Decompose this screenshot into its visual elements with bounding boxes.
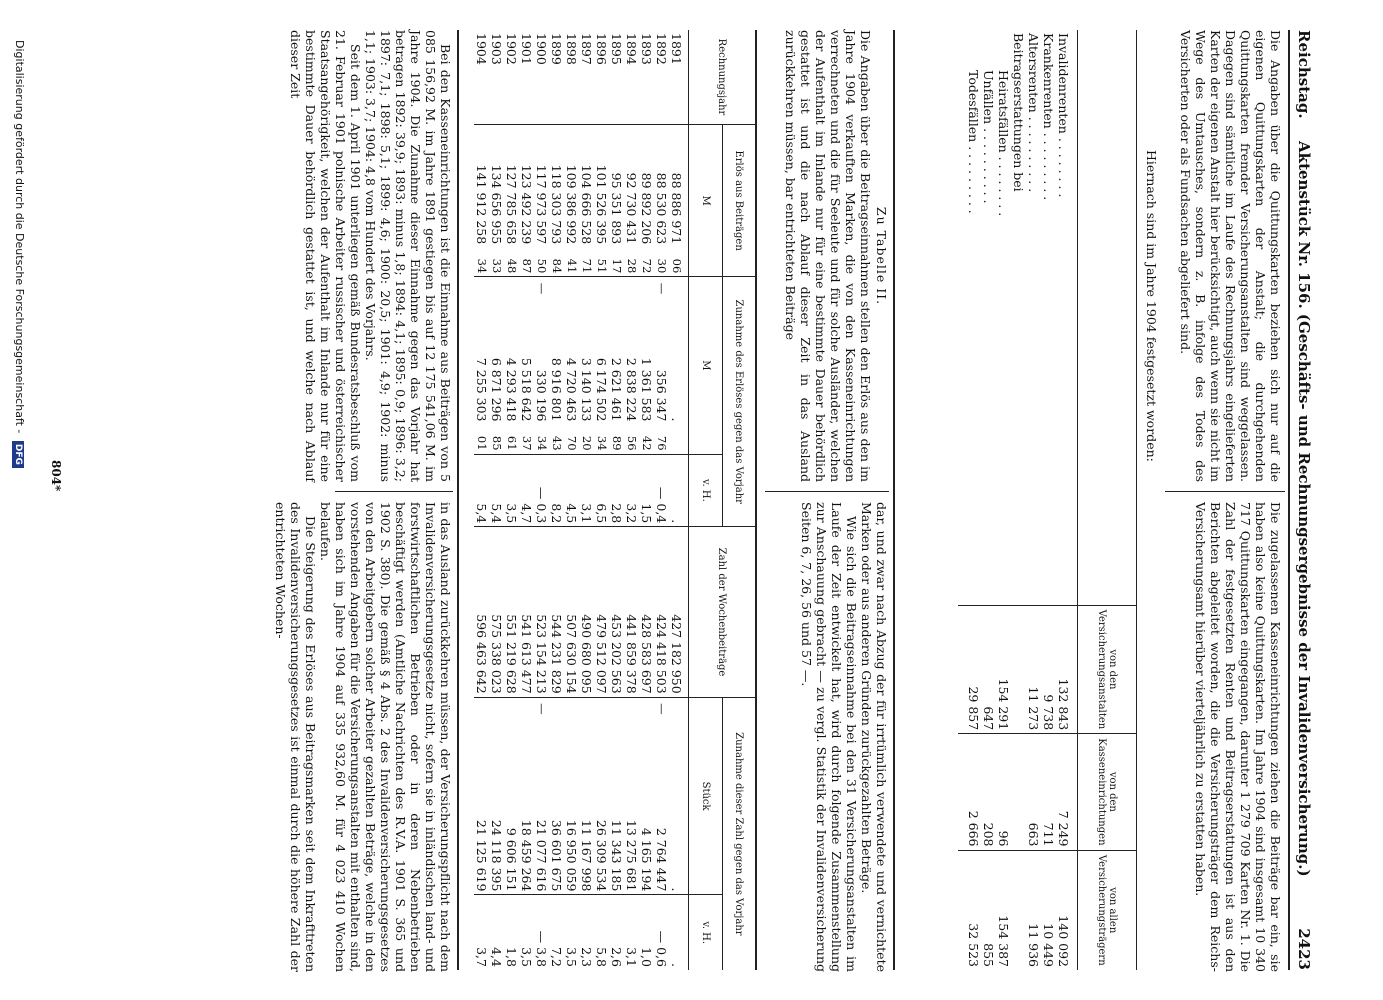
table2-cell-wz-pct: 2,6	[609, 895, 624, 970]
table2-cell-e-pf: 34	[475, 258, 489, 274]
table1-cell: 154 291	[996, 605, 1011, 734]
table2-row	[489, 30, 504, 970]
table1-row	[958, 30, 981, 970]
table2-cell-z-m: 330 196	[534, 369, 549, 422]
table2-cell-z-m: 356 347	[654, 369, 669, 422]
table2-cell-year: 1892	[654, 33, 669, 65]
table2-cell-wz-sign	[489, 697, 504, 717]
table2-cell-w: 544 231 829	[549, 527, 564, 697]
table2-cell-z-m: 1 361 583	[639, 357, 654, 422]
table2-cell-e-pf: 17	[610, 258, 624, 274]
table2-cell-wz-sign	[504, 697, 519, 717]
table2-cell-e-m: 92 730 431	[624, 124, 639, 247]
table2-cell-z-pf: 01	[475, 435, 489, 451]
table2-cell-w: 479 512 097	[594, 527, 609, 697]
table2-cell-year: 1904	[474, 33, 489, 65]
table2-cell-z-m: 5 518 642	[519, 357, 534, 422]
table2-cell-wz-pct: — 3,8	[534, 895, 549, 970]
table2-bottom-rule	[457, 30, 459, 970]
table2-cell-wz: 2 764 447	[654, 827, 669, 892]
table-beitragseinnahmen	[474, 30, 755, 970]
table2-cell-e-pf: 06	[670, 258, 684, 274]
table1-row	[996, 30, 1011, 970]
table2-unit-pct: v. H.	[689, 454, 723, 527]
table1-bottom-rule	[893, 30, 895, 970]
table2-cell-z-m: 4 720 463	[564, 357, 579, 422]
table2-row	[564, 30, 579, 970]
table2-cell-wz-sign	[474, 697, 489, 717]
table1-cell: 32 523	[958, 850, 981, 970]
table1-cell	[1011, 734, 1026, 850]
table2-cell-wz-pct: 3,5	[564, 895, 579, 970]
table2-cell-z-pct: — 0,4	[654, 454, 669, 527]
table2-cell-wz: 21 125 619	[474, 819, 489, 892]
table2-header-year: Rechnungsjahr	[689, 30, 756, 124]
bottom-left-p1: Bei den Kasseneinrichtungen ist die Einnahme aus Beiträgen von 5 085 156,92 M. im Jahre 1891 gestiegen bis auf 12 175 541,06 M. im Jahre 1904. Die Zunahme dieser Einnahme gegen das Vorjahr hat betragen 1892: 39,9; 1893: minus 1,8; 1894: 4,1; 1895: 0,9; 1896: 3,2; 1897: 7,1; 1898: 5,1; 1899: 4,6; 1900: 20,5; 1901: 4,9; 1902: minus 1,1; 1903: 3,7; 1904: 4,8 vom Hundert des Vorjahrs.	[363, 30, 453, 482]
table2-unit-mark: M	[689, 277, 723, 454]
table2-cell-z-sign	[624, 277, 639, 297]
table2-cell-w: 551 219 628	[504, 527, 519, 697]
table2-cell-wz-pct: 3,5	[519, 895, 534, 970]
table2-cell-z-pf: 34	[535, 435, 549, 451]
table2-cell-z-m: 2 621 461	[609, 357, 624, 422]
table1-cell: 96	[996, 734, 1011, 850]
table2-cell-e-pf: 51	[595, 258, 609, 274]
table1-header-kassen: von den Kasseneinrichtungen	[1078, 734, 1137, 850]
table2-cell-wz-pct: 1,0	[639, 895, 654, 970]
table2-row	[549, 30, 564, 970]
table2-cell-w: 575 338 023	[489, 527, 504, 697]
table2-cell-z-sign	[474, 277, 489, 297]
table2-cell-wz-sign	[564, 697, 579, 717]
dfg-logo	[12, 441, 24, 468]
table2-cell-wz-sign: —	[534, 697, 549, 717]
table2-cell-e-pf: 48	[505, 258, 519, 274]
table2-cell-z-sign	[549, 277, 564, 297]
table1-row	[1056, 30, 1078, 970]
table2-cell-w: 541 613 477	[519, 527, 534, 697]
table1-label: Invalidenrenten	[1056, 33, 1071, 134]
table2-cell-e-pf: 30	[655, 258, 669, 274]
table2-cell-year: 1901	[519, 33, 534, 65]
table2-cell-wz-sign	[549, 697, 564, 717]
table1-label: Beitragserstattungen bei	[1011, 33, 1026, 192]
table2-cell-z-pf: 42	[640, 435, 654, 451]
table2-cell-z-sign	[489, 277, 504, 297]
table2-cell-year: 1894	[624, 33, 639, 65]
table2-cell-z-pct: 3,1	[579, 454, 594, 527]
table2-cell-e-m: 104 666 528	[579, 124, 594, 247]
table2-cell-e-m: 109 386 992	[564, 124, 579, 247]
table2-cell-e-m: 123 492 239	[519, 124, 534, 247]
table2-cell-wz-pct: — 0,6	[654, 895, 669, 970]
table1-row	[1041, 30, 1056, 970]
table2-cell-e-pf: 33	[490, 258, 504, 274]
table2-cell-wz-sign	[624, 697, 639, 717]
table2-cell-wz-pct: 3,7	[474, 895, 489, 970]
table1-dots: . . . . . . . .	[1056, 133, 1071, 198]
table2-row	[594, 30, 609, 970]
table2-cell-z-pct: .	[669, 454, 689, 527]
intro-left-paragraph: Die Angaben über die Quittungskarten beziehen sich nur auf die eigenen Quittungskarten der Anstalt; die durchgehenden Quittungskarten fremder Versicherungsanstalten sind weggelassen. Dagegen sind sämtliche im Laufe des Rechnungsjahrs eingelieferten Karten der eigenen Anstalt hier berücksichtigt, auch wenn sie nicht im Wege des Umtausches, sondern z. B. infolge des Todes des Versicherten oder als Fundsachen abgeliefert sind.	[1178, 30, 1283, 482]
table2-cell-z-pf: 37	[520, 435, 534, 451]
table2-cell-e-m: 89 892 206	[639, 124, 654, 247]
column-divider	[335, 491, 453, 492]
table2-cell-wz-pct: 5,8	[594, 895, 609, 970]
table1-cell: 208	[981, 734, 996, 850]
table1-dots: . . . . . . . . .	[966, 142, 981, 214]
table2-unit-mark: M	[689, 124, 723, 276]
table1-cell: 663	[1026, 734, 1041, 850]
table2-cell-z-m: 6 174 502	[594, 357, 609, 422]
table1-top-rule	[1136, 30, 1137, 970]
table2-cell-wz-pct: 2,3	[579, 895, 594, 970]
table2-cell-wz-sign	[639, 697, 654, 717]
bottom-right-p1: in das Ausland zurückkehren müssen, der Versicherungspflicht nach dem Invalidenversicherungsgesetze nicht, sofern sie in inländischen land- und forstwirtschaftlichen Betrieben oder in deren Nebenbetrieben beschäftigt werden (Amtliche Nachrichten des R.V.A. 1901 S. 365 und 1902 S. 380). Die gemäß § 4 Abs. 2 des Invalidenversicherungsgesetzes von den Arbeitgebern solcher Arbeiter gezahlten Beträge, welche in den vorstehenden Angaben für die Versicherungsanstalten mit enthalten sind, haben sich im Jahre 1904 auf 335 932,60 M. für 4 023 410 Wochen belaufen.	[318, 502, 453, 972]
table1-cell: 11 936	[1026, 850, 1041, 970]
column-divider	[1165, 491, 1285, 492]
table2-cell-wz: 11 343 185	[609, 819, 624, 892]
table2-cell-z-pct: 4,5	[564, 454, 579, 527]
table2-cell-year: 1895	[609, 33, 624, 65]
table2-cell-z-m: 6 871 296	[489, 357, 504, 422]
table2-cell-wz-sign	[669, 697, 689, 717]
table2-cell-z-pct: 5,4	[489, 454, 504, 527]
table2-body	[474, 30, 689, 970]
page-number: 2423	[1295, 928, 1313, 970]
table2-cell-year: 1900	[534, 33, 549, 65]
column-divider	[765, 491, 889, 492]
table2-cell-w: 490 680 095	[579, 527, 594, 697]
table2-row	[609, 30, 624, 970]
table1-cell: 2 666	[958, 734, 981, 850]
table2-cell-z-sign: —	[534, 277, 549, 297]
table2-cell-year: 1902	[504, 33, 519, 65]
table1-dots: . . . . . . . .	[996, 152, 1011, 217]
table2-cell-z-m: .	[669, 417, 684, 422]
table1-cell: 9 738	[1041, 605, 1056, 734]
table2-cell-wz: .	[669, 887, 684, 892]
table-festgesetzt	[958, 30, 1136, 970]
bottom-left-column	[288, 30, 453, 482]
table2-cell-year: 1896	[594, 33, 609, 65]
table2-cell-wz-sign	[594, 697, 609, 717]
table1-label: Altersrenten	[1026, 33, 1041, 113]
table1-cell: 711	[1041, 734, 1056, 850]
table1-header-row	[1078, 30, 1137, 970]
table1-dots: . . . . . . . . . .	[1026, 112, 1041, 193]
table2-cell-year: 1891	[669, 33, 684, 65]
table2-cell-year: 1898	[564, 33, 579, 65]
table2-cell-wz-sign	[609, 697, 624, 717]
table2-row	[654, 30, 669, 970]
table2-row	[504, 30, 519, 970]
table2-cell-wz-pct: 1,8	[504, 895, 519, 970]
table2-row	[639, 30, 654, 970]
tabelle2-right-p1: dar, und zwar nach Abzug der für irrtümlich verwendete und vernichtete Marken oder aus anderen Gründen zurückgezahlten Beträge.	[859, 502, 889, 972]
table2-cell-wz-pct: 4,4	[489, 895, 504, 970]
intro-right-paragraph: Die zugelassenen Kasseneinrichtungen ziehen die Beiträge bar ein, sie haben also keine Quittungskarten. Im Jahre 1904 sind insgesamt 10 340 717 Quittungskarten eingegangen, darunter 1 279 709 Karten Nr. 1. Die Zahl der festgesetzten Renten und Beitragserstattungen ist aus den Berichten abgeleitet worden, die die Versicherungsträger dem Reichs-Versicherungsamt hierüber vierteljährlich zu erstatten haben.	[1193, 502, 1283, 972]
bottom-left-p2: Seit dem 1. April 1901 unterliegen gemäß Bundesratsbeschluß vom 21. Februar 1901 polnische Arbeiter russischer und österreichischer Staatsangehörigkeit, welchen der Aufenthalt im Inlande nur für eine bestimmte Dauer behördlich gestattet ist, und welche nach Ablauf dieser Zeit	[288, 30, 363, 482]
table2-cell-z-pct: 2,8	[609, 454, 624, 527]
table2-cell-wz: 18 459 264	[519, 819, 534, 892]
table2-cell-wz: 26 309 534	[594, 819, 609, 892]
table2-row	[669, 30, 689, 970]
table2-cell-wz-pct: 3,1	[624, 895, 639, 970]
table2-cell-w: 428 583 697	[639, 527, 654, 697]
table2-cell-wz: 24 118 395	[489, 819, 504, 892]
table2-cell-z-pf: 85	[490, 435, 504, 451]
table2-cell-z-pct: — 0,3	[534, 454, 549, 527]
table2-header-increase: Zunahme des Erlöses gegen das Vorjahr	[722, 277, 755, 527]
table2-cell-z-pct: 1,5	[639, 454, 654, 527]
table2-cell-z-sign	[594, 277, 609, 297]
table2-row	[519, 30, 534, 970]
table1-header-label	[1078, 30, 1137, 605]
digitization-note	[12, 40, 27, 468]
table2-cell-z-pct: 3,5	[504, 454, 519, 527]
table1-label: Heiratsfällen	[996, 70, 1011, 153]
table1-cell: 29 857	[958, 605, 981, 734]
tabelle2-right-column	[799, 502, 889, 972]
digitization-text: Digitalisierung gefördert durch die Deutsche Forschungsgemeinschaft -	[13, 40, 26, 434]
table2-cell-w: 441 859 378	[624, 527, 639, 697]
header-left: Reichstag.	[1295, 30, 1313, 119]
table2-cell-z-m: 7 255 303	[474, 357, 489, 422]
dfg-logo-text: DFG	[13, 443, 23, 465]
tabelle2-right-p2: Wie sich die Beitragseinnahme bei den 31 Versicherungsanstalten im Laufe der Zeit entwickelt hat, wird durch folgende Zusammenstellung zur Anschauung gebracht — zu vergl. Statistik der Invalidenversicherung Seiten 6, 7, 26, 56 und 57 —.	[799, 502, 859, 972]
table2-cell-year: 1899	[549, 33, 564, 65]
table2-cell-wz: 11 167 998	[579, 819, 594, 892]
table2-header-count-increase: Zunahme dieser Zahl gegen das Vorjahr	[722, 697, 755, 970]
table2-cell-w: 424 418 503	[654, 527, 669, 697]
table2-cell-w: 453 202 563	[609, 527, 624, 697]
table1-cell: 10 449	[1041, 850, 1056, 970]
table2-cell-e-pf: 50	[535, 258, 549, 274]
table2-cell-wz: 21 077 616	[534, 819, 549, 892]
table2-top-rule	[755, 30, 757, 970]
header-rule	[1288, 30, 1290, 970]
table2-cell-z-pf: 70	[565, 435, 579, 451]
table1-cell	[1011, 850, 1026, 970]
table2-cell-e-pf: 87	[520, 258, 534, 274]
table2-cell-wz-sign: —	[654, 697, 669, 717]
table2-cell-z-pf: 89	[610, 435, 624, 451]
table1-cell	[1011, 605, 1026, 734]
table2-cell-z-sign	[669, 277, 689, 297]
table2-cell-z-pf: 43	[550, 435, 564, 451]
table2-cell-z-sign	[639, 277, 654, 297]
table2-cell-z-pct: 4,7	[519, 454, 534, 527]
table2-cell-w: 523 154 213	[534, 527, 549, 697]
table2-cell-z-pf: 34	[595, 435, 609, 451]
table2-cell-e-pf: 84	[550, 258, 564, 274]
table2-cell-z-pf: 76	[655, 435, 669, 451]
table2-cell-year: 1893	[639, 33, 654, 65]
table2-cell-w: 427 182 950	[669, 527, 689, 697]
table2-unit-row	[689, 30, 723, 970]
table2-cell-z-sign	[564, 277, 579, 297]
rotated-page	[5, 0, 1325, 1000]
table1-cell: 647	[981, 605, 996, 734]
table2-cell-z-m: 2 838 224	[624, 357, 639, 422]
table2-cell-e-pf: 71	[580, 258, 594, 274]
table2-cell-z-m: 3 140 133	[579, 357, 594, 422]
table2-cell-wz: 9 606 151	[504, 827, 519, 892]
table2-cell-e-m: 88 530 623	[654, 124, 669, 247]
table1-header-anstalten: von den Versicherungsanstalten	[1078, 605, 1137, 734]
table1-dots: . . . . . . . . .	[1041, 128, 1056, 201]
table2-row	[579, 30, 594, 970]
table2-cell-z-sign	[504, 277, 519, 297]
table2-cell-e-m: 101 526 395	[594, 124, 609, 247]
table2-cell-e-m: 127 785 658	[504, 124, 519, 247]
table2-header-count: Zahl der Wochenbeiträge	[689, 527, 756, 697]
table2-cell-wz: 36 601 675	[549, 819, 564, 892]
table2-cell-w: 596 463 642	[474, 527, 489, 697]
table1-row	[1011, 30, 1026, 970]
table1-cell: 154 387	[996, 850, 1011, 970]
table1-label: Unfällen	[981, 70, 996, 125]
header-title: Aktenstück Nr. 156. (Geschäfts- und Rechnungsergebnisse der Invalidenversicherung.)	[1295, 141, 1313, 877]
table2-cell-wz-sign	[519, 697, 534, 717]
table2-row	[624, 30, 639, 970]
table2-cell-z-pf: 20	[580, 435, 594, 451]
table2-unit-stueck: Stück	[689, 697, 723, 895]
table1-cell: 11 273	[1026, 605, 1041, 734]
table1-header-alle: von allen Versicherungsträgern	[1078, 850, 1137, 970]
bottom-right-column	[273, 502, 453, 972]
table1-cell: 855	[981, 850, 996, 970]
table1-cell: 132 843	[1056, 605, 1078, 734]
table2-cell-wz-pct: .	[669, 895, 689, 970]
table1-row	[981, 30, 996, 970]
festgesetzt-line: Hiernach sind im Jahre 1904 festgesetzt worden:	[1144, 150, 1159, 462]
table2-cell-z-sign	[519, 277, 534, 297]
page-header	[1296, 30, 1311, 970]
table2-cell-wz: 13 275 681	[624, 819, 639, 892]
table2-unit-pct: v. H.	[689, 895, 723, 970]
table2-cell-e-pf: 41	[565, 258, 579, 274]
table2-cell-z-sign: —	[654, 277, 669, 297]
table1-dots: . . . . . . . . . .	[981, 124, 996, 204]
table1-row	[1026, 30, 1041, 970]
table2-cell-w: 507 630 154	[564, 527, 579, 697]
table2-cell-z-pct: 8,2	[549, 454, 564, 527]
table2-cell-z-pct: 6,5	[594, 454, 609, 527]
table2-cell-e-m: 134 656 955	[489, 124, 504, 247]
table2-cell-e-pf: 28	[625, 258, 639, 274]
table2-cell-wz: 16 950 059	[564, 819, 579, 892]
table2-cell-z-pct: 3,2	[624, 454, 639, 527]
table2-cell-z-pf	[669, 425, 689, 455]
table2-cell-e-m: 95 351 893	[609, 124, 624, 247]
tabelle2-heading: Zu Tabelle II.	[874, 206, 889, 306]
table2-cell-e-m: 117 973 597	[534, 124, 549, 247]
table2-cell-year: 1897	[579, 33, 594, 65]
table2-cell-z-pf: 56	[625, 435, 639, 451]
table2-cell-e-m: 141 912 258	[474, 124, 489, 247]
table2-header-row	[722, 30, 755, 970]
table1-label: Krankenrenten	[1041, 33, 1056, 129]
table2-row	[474, 30, 489, 970]
tabelle2-left-paragraph: Die Angaben über die Beitragseinnahmen stellen den Erlös aus den im Jahre 1904 verkauften Marken, die von den Kasseneinrichtungen verrechneten und die für Seeleute und für solche Ausländer, welchen der Aufenthalt im Inlande nur für eine bestimmte Dauer behördlich gestattet ist und die nach Ablauf dieser Zeit in das Ausland zurückkehren müssen, bar entrichteten Beiträge	[783, 30, 873, 482]
table2-cell-e-m: 88 886 971	[669, 124, 689, 247]
table2-header-proceeds: Erlös aus Beiträgen	[722, 124, 755, 276]
table2-cell-wz: 4 165 194	[639, 827, 654, 892]
table2-cell-e-pf: 72	[640, 258, 654, 274]
table2-cell-z-pct: 5,4	[474, 454, 489, 527]
table1-label: Todesfällen	[966, 70, 981, 143]
table2-row	[534, 30, 549, 970]
table2-cell-wz-sign	[579, 697, 594, 717]
table2-cell-e-m: 118 303 793	[549, 124, 564, 247]
table2-cell-year: 1903	[489, 33, 504, 65]
table2-cell-wz-pct: 7,2	[549, 895, 564, 970]
table2-cell-z-m: 4 293 418	[504, 357, 519, 422]
table1-cell: 7 249	[1056, 734, 1078, 850]
table2-cell-z-m: 8 916 801	[549, 357, 564, 422]
table2-cell-z-sign	[609, 277, 624, 297]
bottom-right-p2: Die Steigerung des Erlöses aus Beitragsmarken seit dem Inkrafttreten des Invalidenversicherungsgesetzes ist einmal durch die höhere Zahl der entrichteten Wochen-	[273, 502, 318, 972]
signature-mark: 804*	[49, 460, 63, 492]
table1-cell: 140 092	[1056, 850, 1078, 970]
table2-cell-z-pf: 61	[505, 435, 519, 451]
table2-cell-z-sign	[579, 277, 594, 297]
